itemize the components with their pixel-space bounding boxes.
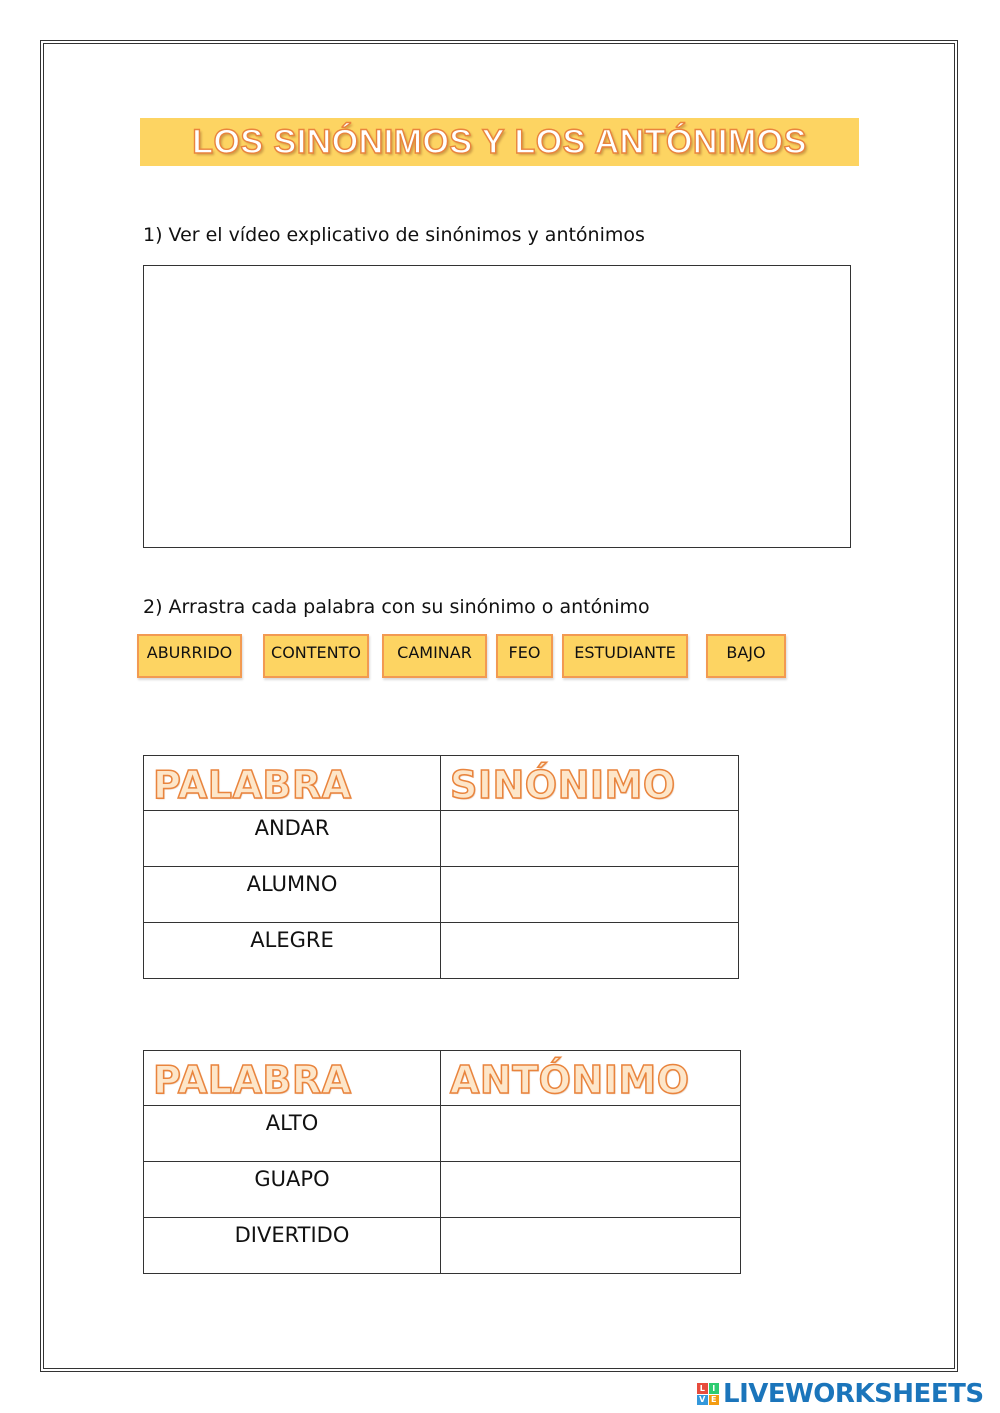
table-row (144, 1218, 741, 1274)
title-banner (140, 118, 859, 166)
drop-zone-synonym-alumno[interactable] (441, 867, 739, 923)
table-header-row (144, 1051, 741, 1106)
drop-zone-antonym-alto[interactable] (441, 1106, 741, 1162)
word-cell (144, 1162, 441, 1218)
word-cell (144, 1106, 441, 1162)
word-alto: ALTO (265, 1111, 319, 1135)
drag-chip-contento[interactable]: CONTENTO (263, 634, 369, 678)
header-antonimo: ANTÓNIMO (450, 1058, 690, 1102)
logo-letter-v: V (697, 1395, 708, 1406)
word-cell (144, 923, 441, 979)
header-cell-word (144, 1051, 441, 1106)
brand-name: LIVEWORKSHEETS (723, 1379, 984, 1409)
drop-zone-antonym-divertido[interactable] (441, 1218, 741, 1274)
word-divertido: DIVERTIDO (234, 1223, 350, 1247)
header-sinonimo: SINÓNIMO (450, 763, 676, 807)
liveworksheets-logo-icon (697, 1383, 719, 1405)
drop-zone-synonym-alegre[interactable] (441, 923, 739, 979)
word-alumno: ALUMNO (246, 872, 338, 896)
header-cell-antonym (441, 1051, 741, 1106)
table-header-row (144, 756, 739, 811)
table-row (144, 867, 739, 923)
word-cell (144, 867, 441, 923)
logo-letter-i: I (709, 1383, 720, 1394)
word-cell (144, 811, 441, 867)
table-row (144, 1106, 741, 1162)
header-cell-word (144, 756, 441, 811)
table-row (144, 811, 739, 867)
drop-zone-antonym-guapo[interactable] (441, 1162, 741, 1218)
liveworksheets-brand[interactable] (697, 1380, 984, 1408)
worksheet-title: LOS SINÓNIMOS Y LOS ANTÓNIMOS (192, 122, 807, 161)
table-row (144, 923, 739, 979)
word-guapo: GUAPO (254, 1167, 330, 1191)
video-embed-area[interactable] (143, 265, 851, 548)
logo-letter-e: E (709, 1395, 720, 1406)
word-andar: ANDAR (254, 816, 330, 840)
header-palabra: PALABRA (153, 1058, 352, 1102)
instruction-watch-video: 1) Ver el vídeo explicativo de sinónimos y antónimos (143, 224, 645, 246)
word-cell (144, 1218, 441, 1274)
drag-chip-feo[interactable]: FEO (496, 634, 553, 678)
drag-chip-caminar[interactable]: CAMINAR (382, 634, 487, 678)
antonyms-table (143, 1050, 741, 1274)
instruction-drag-words: 2) Arrastra cada palabra con su sinónimo o antónimo (143, 596, 650, 618)
drag-chip-bajo[interactable]: BAJO (706, 634, 786, 678)
word-alegre: ALEGRE (250, 928, 334, 952)
drag-chip-estudiante[interactable]: ESTUDIANTE (562, 634, 688, 678)
table-row (144, 1162, 741, 1218)
drop-zone-synonym-andar[interactable] (441, 811, 739, 867)
header-cell-synonym (441, 756, 739, 811)
logo-letter-l: L (697, 1383, 708, 1394)
drag-chip-aburrido[interactable]: ABURRIDO (137, 634, 242, 678)
synonyms-table (143, 755, 739, 979)
header-palabra: PALABRA (153, 763, 352, 807)
